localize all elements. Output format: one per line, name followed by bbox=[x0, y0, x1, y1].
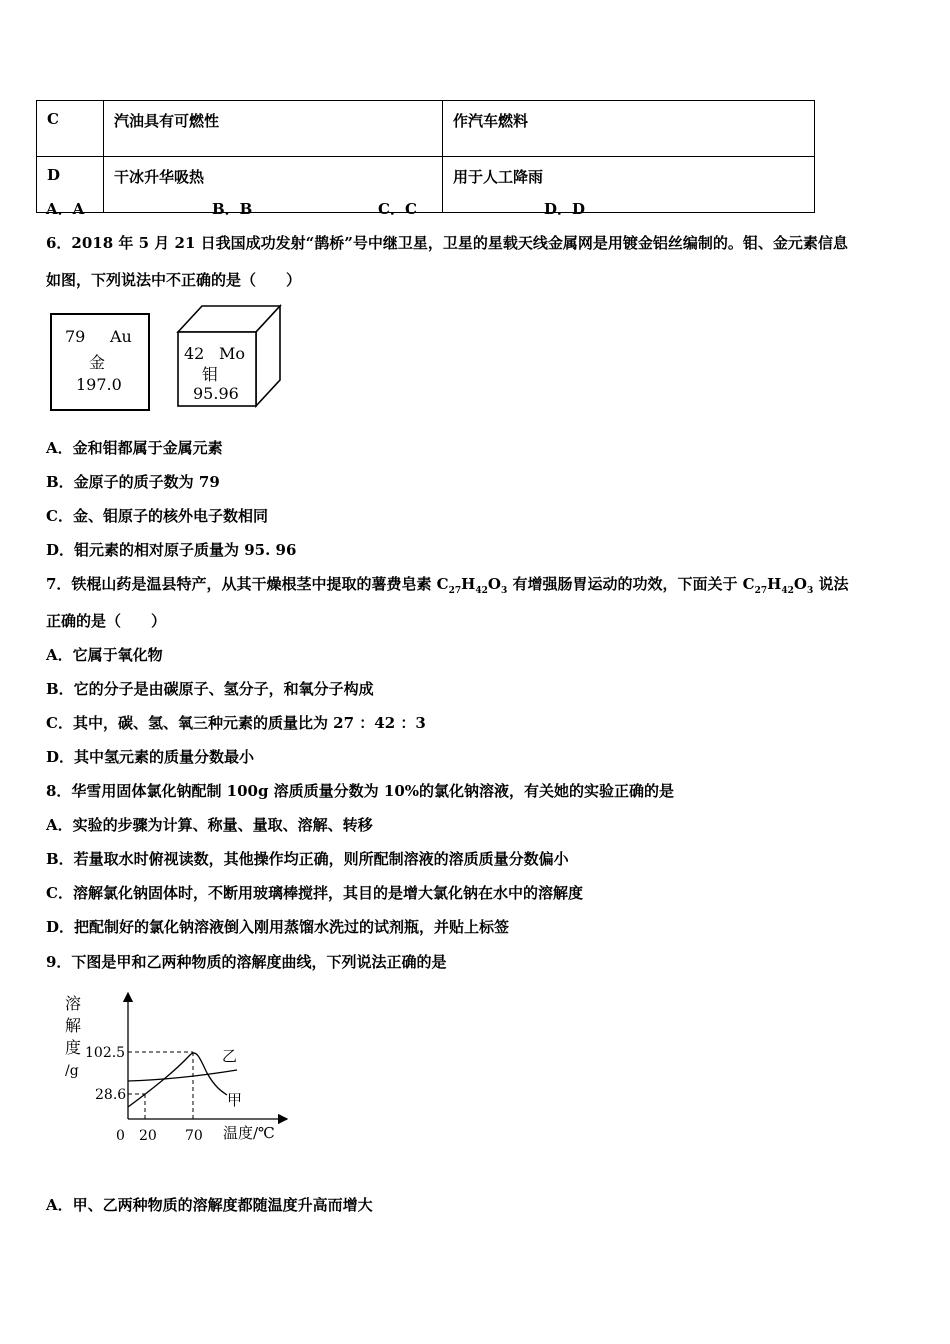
q7-option-a: A．它属于氧化物 bbox=[46, 646, 163, 664]
row-letter: D bbox=[37, 157, 104, 213]
q6-option-d: D．钼元素的相对原子质量为 95. 96 bbox=[46, 541, 297, 559]
gold-symbol: Au bbox=[110, 327, 132, 346]
row-property: 汽油具有可燃性 bbox=[104, 101, 443, 157]
q7-formula bbox=[436, 575, 508, 596]
options-table bbox=[36, 100, 815, 213]
q5-choice-b: B．B bbox=[212, 200, 253, 218]
x-tick-label: 70 bbox=[185, 1128, 203, 1144]
formula-c: C bbox=[742, 575, 755, 593]
gold-name: 金 bbox=[89, 353, 106, 372]
ylabel-char: /g bbox=[65, 1063, 79, 1079]
q6-stem-line1: 6．2018 年 5 月 21 日我国成功发射“鹊桥”号中继卫星，卫星的星载天线金属网是用镀金铝丝编制的。钼、金元素信息 bbox=[46, 234, 848, 252]
q7-option-b: B．它的分子是由碳原子、氢分子，和氧分子构成 bbox=[46, 680, 374, 698]
formula-c-sub: 27 bbox=[448, 586, 462, 596]
series-label: 甲 bbox=[227, 1091, 243, 1109]
solubility-chart bbox=[55, 985, 295, 1150]
ylabel-char: 溶 bbox=[65, 994, 82, 1013]
moly-name: 钼 bbox=[202, 365, 219, 384]
q5-choices bbox=[46, 199, 585, 219]
x-tick-label: 20 bbox=[139, 1128, 157, 1144]
moly-atomic-number: 42 bbox=[184, 344, 205, 363]
formula-o: O bbox=[793, 575, 807, 593]
series-jia-curve bbox=[128, 1070, 237, 1081]
x-tick-label: 0 bbox=[116, 1128, 125, 1144]
formula-c: C bbox=[436, 575, 449, 593]
table-row bbox=[37, 101, 815, 157]
y-tick-label: 102.5 bbox=[85, 1045, 126, 1061]
x-axis-label: 温度/℃ bbox=[223, 1124, 275, 1142]
q7-stem-line1 bbox=[46, 574, 848, 601]
q9-stem: 9．下图是甲和乙两种物质的溶解度曲线，下列说法正确的是 bbox=[46, 953, 447, 971]
formula-o: O bbox=[487, 575, 501, 593]
formula-c-sub: 27 bbox=[754, 586, 768, 596]
formula-h-sub: 42 bbox=[781, 586, 794, 596]
q8-stem: 8．华雪用固体氯化钠配制 100g 溶质质量分数为 10%的氯化钠溶液，有关她的实验正确的是 bbox=[46, 782, 675, 800]
formula-o-sub: 3 bbox=[806, 586, 814, 596]
q9-option-a: A．甲、乙两种物质的溶解度都随温度升高而增大 bbox=[46, 1196, 373, 1214]
q6-option-b: B．金原子的质子数为 79 bbox=[46, 473, 220, 491]
q6-option-c: C．金、钼原子的核外电子数相同 bbox=[46, 507, 268, 525]
ylabel-char: 度 bbox=[65, 1038, 82, 1057]
row-use: 作汽车燃料 bbox=[443, 101, 815, 157]
q8-option-b: B．若量取水时俯视读数，其他操作均正确，则所配制溶液的溶质质量分数偏小 bbox=[46, 850, 569, 868]
q6-stem-line2: 如图，下列说法中不正确的是（ ） bbox=[46, 271, 302, 289]
q7-stem-c: 说法 bbox=[813, 575, 849, 593]
ylabel-char: 解 bbox=[65, 1016, 82, 1035]
q7-stem-line2: 正确的是（ ） bbox=[46, 612, 167, 630]
moly-symbol: Mo bbox=[219, 344, 246, 363]
gold-atomic-mass: 197.0 bbox=[76, 375, 122, 394]
formula-o-sub: 3 bbox=[500, 586, 508, 596]
q6-option-a: A．金和钼都属于金属元素 bbox=[46, 439, 223, 457]
y-tick-label: 28.6 bbox=[95, 1087, 127, 1103]
q8-option-c: C．溶解氯化钠固体时，不断用玻璃棒搅拌，其目的是增大氯化钠在水中的溶解度 bbox=[46, 884, 583, 902]
q7-stem-a: 7．铁棍山药是温县特产，从其干燥根茎中提取的薯费皂素 bbox=[46, 575, 437, 593]
row-property: 干冰升华吸热 bbox=[104, 157, 443, 213]
q5-choice-c: C．C bbox=[378, 200, 417, 218]
moly-atomic-mass: 95.96 bbox=[193, 384, 239, 403]
gold-element-card bbox=[50, 313, 150, 411]
formula-h-sub: 42 bbox=[475, 586, 488, 596]
gold-atomic-number: 79 bbox=[65, 327, 86, 346]
q5-choice-a: A．A bbox=[46, 200, 85, 218]
series-label: 乙 bbox=[222, 1047, 238, 1065]
q7-option-c: C．其中，碳、氢、氧三种元素的质量比为 27 ：42 ：3 bbox=[46, 714, 426, 732]
q7-stem-b: 有增强肠胃运动的功效，下面关于 bbox=[507, 575, 743, 593]
q8-option-d: D．把配制好的氯化钠溶液倒入刚用蒸馏水洗过的试剂瓶，并贴上标签 bbox=[46, 918, 510, 936]
row-use: 用于人工降雨 bbox=[443, 157, 815, 213]
q8-option-a: A．实验的步骤为计算、称量、量取、溶解、转移 bbox=[46, 816, 373, 834]
row-letter: C bbox=[37, 101, 104, 157]
formula-h: H bbox=[461, 575, 476, 593]
formula-h: H bbox=[767, 575, 782, 593]
q7-option-d: D．其中氢元素的质量分数最小 bbox=[46, 748, 255, 766]
q7-formula-2 bbox=[742, 575, 814, 596]
q5-choice-d: D．D bbox=[544, 200, 586, 218]
